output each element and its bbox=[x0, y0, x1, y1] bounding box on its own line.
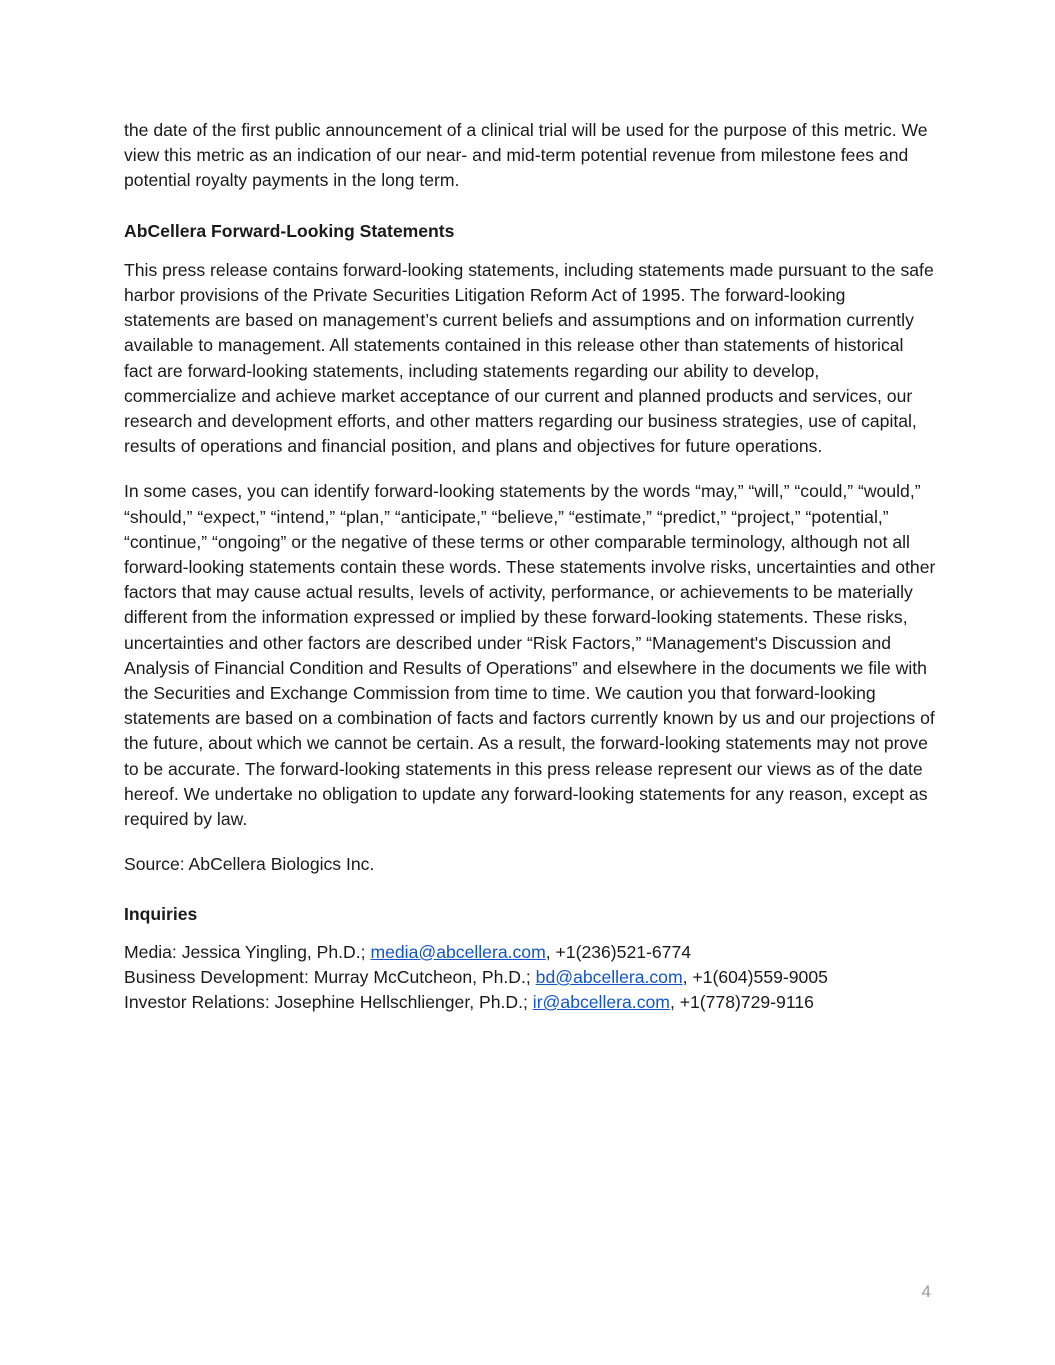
contact-media-phone: , +1(236)521-6774 bbox=[545, 941, 692, 962]
forward-looking-paragraph-1: This press release contains forward-looking statements, including statements made pursuant to the safe harbor provisions of the Private Securities Litigation Reform Act of 1995. The forward-looking statements are based on management’s current beliefs and assumptions and on information currently available to management. All statements contained in this release other than statements of historical fact are forward-looking statements, including statements regarding our ability to develop, commercialize and achieve market acceptance of our current and planned products and services, our research and development efforts, and other matters regarding our business strategies, use of capital, results of operations and financial position, and plans and objectives for future operations. bbox=[124, 259, 934, 457]
bd-email-link[interactable]: bd@abcellera.com bbox=[535, 966, 683, 987]
contact-ir-prefix: Investor Relations: Josephine Hellschlienger, Ph.D.; bbox=[124, 992, 533, 1013]
contact-bd-phone: , +1(604)559-9005 bbox=[682, 966, 828, 987]
inquiries-heading: Inquiries bbox=[124, 904, 198, 925]
ir-email-link[interactable]: ir@abcellera.com bbox=[532, 992, 670, 1013]
contact-investor-relations bbox=[124, 990, 936, 1015]
contact-media bbox=[124, 940, 936, 965]
page-number: 4 bbox=[921, 1282, 931, 1301]
contact-media-prefix: Media: Jessica Yingling, Ph.D.; bbox=[124, 941, 371, 962]
forward-looking-paragraph-2: In some cases, you can identify forward-looking statements by the words “may,” “will,” “could,” “would,” “should,” “expect,” “intend,” “plan,” “anticipate,” “believe,” “estimate,” “predict,” “project,” “potential,” “continue,” “ongoing” or the negative of these terms or other comparable terminology, although not all forward-looking statements contain these words. These statements involve risks, uncertainties and other factors that may cause actual results, levels of activity, performance, or achievements to be materially different from the information expressed or implied by these forward-looking statements. These risks, uncertainties and other factors are described under “Risk Factors,” “Management's Discussion and Analysis of Financial Condition and Results of Operations” and elsewhere in the documents we file with the Securities and Exchange Commission from time to time. We caution you that forward-looking statements are based on a combination of facts and factors currently known by us and our projections of the future, about which we cannot be certain. As a result, the forward-looking statements may not prove to be accurate. The forward-looking statements in this press release represent our views as of the date hereof. We undertake no obligation to update any forward-looking statements for any reason, except as required by law. bbox=[124, 481, 936, 830]
contact-ir-phone: , +1(778)729-9116 bbox=[669, 992, 814, 1013]
contact-business-development bbox=[124, 965, 936, 990]
forward-looking-heading: AbCellera Forward-Looking Statements bbox=[124, 220, 455, 241]
contacts-list bbox=[124, 940, 936, 1016]
source-line: Source: AbCellera Biologics Inc. bbox=[124, 854, 375, 875]
intro-paragraph: the date of the first public announcement of a clinical trial will be used for the purpose of this metric. We view this metric as an indication of our near- and mid-term potential revenue from milestone fees and potential royalty payments in the long term. bbox=[124, 120, 928, 191]
document-page bbox=[124, 118, 936, 1015]
contact-bd-prefix: Business Development: Murray McCutcheon, Ph.D.; bbox=[124, 966, 536, 987]
media-email-link[interactable]: media@abcellera.com bbox=[370, 941, 546, 962]
